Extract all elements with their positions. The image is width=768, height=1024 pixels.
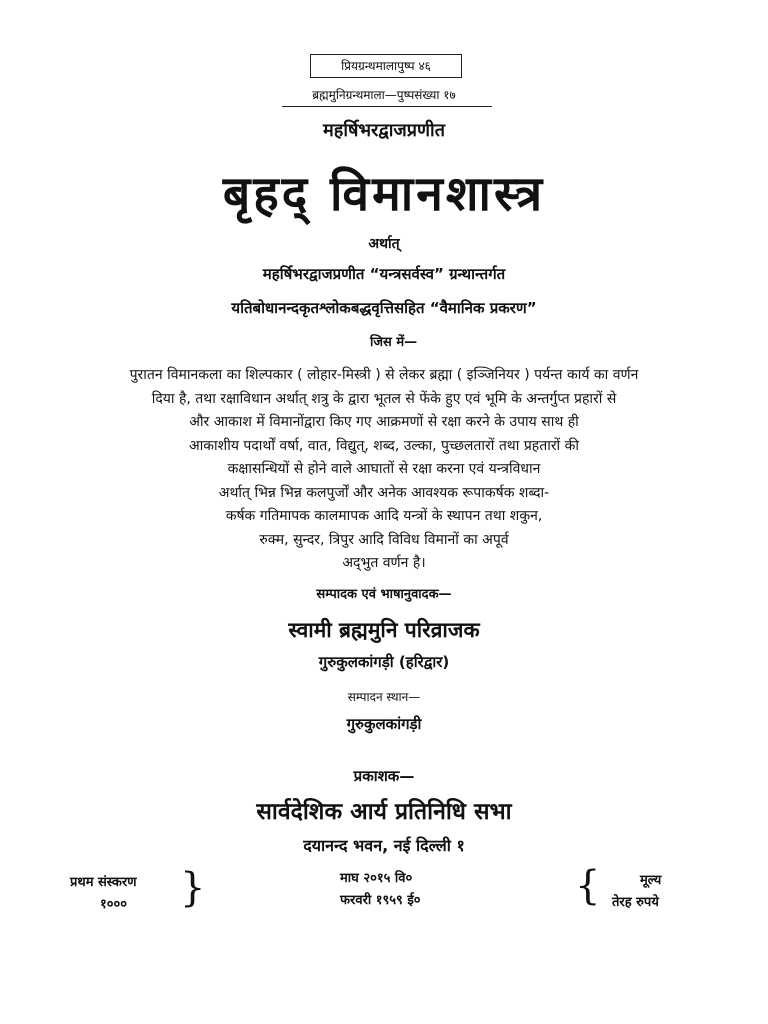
edit-place: गुरुकुलकांगड़ी bbox=[346, 715, 422, 733]
price-label: मूल्य bbox=[640, 873, 662, 888]
description-line: रुक्म, सुन्दर, त्रिपुर आदि विविध विमानों का अपूर्व bbox=[259, 531, 509, 548]
description-line: कक्षासन्धियों से होने वाले आघातों से रक्षा करना एवं यन्त्रविधान bbox=[227, 461, 541, 477]
brace-right: } bbox=[180, 865, 206, 911]
publisher-address: दयानन्द भवन, नई दिल्ली १ bbox=[303, 836, 465, 855]
brace-left: { bbox=[575, 863, 601, 909]
publisher-name: सार्वदेशिक आर्य प्रतिनिधि सभा bbox=[256, 799, 512, 825]
edition-label: प्रथम संस्करण bbox=[70, 875, 137, 890]
description-line: दिया है, तथा रक्षाविधान अर्थात् शत्रु के द्वारा भूतल से फेंके हुए एवं भूमि के अन्तर्गुप्त प्रहारों से bbox=[151, 390, 617, 407]
publisher-label: प्रकाशक— bbox=[353, 767, 415, 785]
description-line: कर्षक गतिमापक कालमापक आदि यन्त्रों के स्थापन तथा शकुन, bbox=[225, 508, 543, 524]
description-line: अर्थात् भिन्न भिन्न कलपुर्जों और अनेक आवश्यक रूपाकर्षक शब्दा- bbox=[218, 484, 550, 501]
description-line: और आकाश में विमानोंद्वारा किए गए आक्रमणों से रक्षा करने के उपाय साथ ही bbox=[189, 414, 579, 430]
author-line: महर्षिभरद्वाजप्रणीत bbox=[323, 120, 445, 141]
series-line: ब्रह्ममुनिग्रन्थमाला—पुष्पसंख्या १७ bbox=[312, 88, 456, 102]
price-value: तेरह रुपये bbox=[612, 895, 659, 910]
editor-name: स्वामी ब्रह्ममुनि परिव्राजक bbox=[288, 618, 480, 642]
description-line: पुरातन विमानकला का शिल्पकार ( लोहार-मिस्त्री ) से लेकर ब्रह्मा ( इञ्जिनियर ) पर्यन्त कार्य का वर्णन bbox=[129, 367, 639, 383]
series-box: प्रियग्रन्थमालापुष्प ४६ bbox=[310, 54, 462, 78]
editor-place: गुरुकुलकांगड़ी (हरिद्वार) bbox=[318, 653, 450, 671]
subtitle-line-2: यतिबोधानन्दकृतश्लोकबद्धवृत्तिसहित “वैमानिक प्रकरण” bbox=[231, 299, 537, 317]
date-line-1: माघ २०१५ वि० bbox=[340, 871, 413, 886]
edit-place-label: सम्पादन स्थान— bbox=[347, 690, 421, 704]
book-title: बृहद् विमानशास्त्र bbox=[222, 166, 546, 222]
date-line-2: फरवरी १९५९ ई० bbox=[340, 893, 421, 908]
editor-label: सम्पादक एवं भाषानुवादक— bbox=[316, 587, 452, 602]
divider bbox=[282, 106, 492, 107]
subtitle-line-1: महर्षिभरद्वाजप्रणीत “यन्त्रसर्वस्व” ग्रन्थान्तर्गत bbox=[262, 265, 506, 283]
description bbox=[50, 364, 718, 576]
description-line: आकाशीय पदार्थों वर्षा, वात, विद्युत्, शब्द, उल्का, पुच्छलतारों तथा प्रहतारों की bbox=[188, 437, 580, 454]
jis-mein-label: जिस में— bbox=[370, 335, 418, 350]
arthat-label: अर्थात् bbox=[368, 236, 400, 252]
edition-count: १००० bbox=[100, 897, 128, 912]
description-line: अद्‌भुत वर्णन है। bbox=[342, 555, 426, 571]
